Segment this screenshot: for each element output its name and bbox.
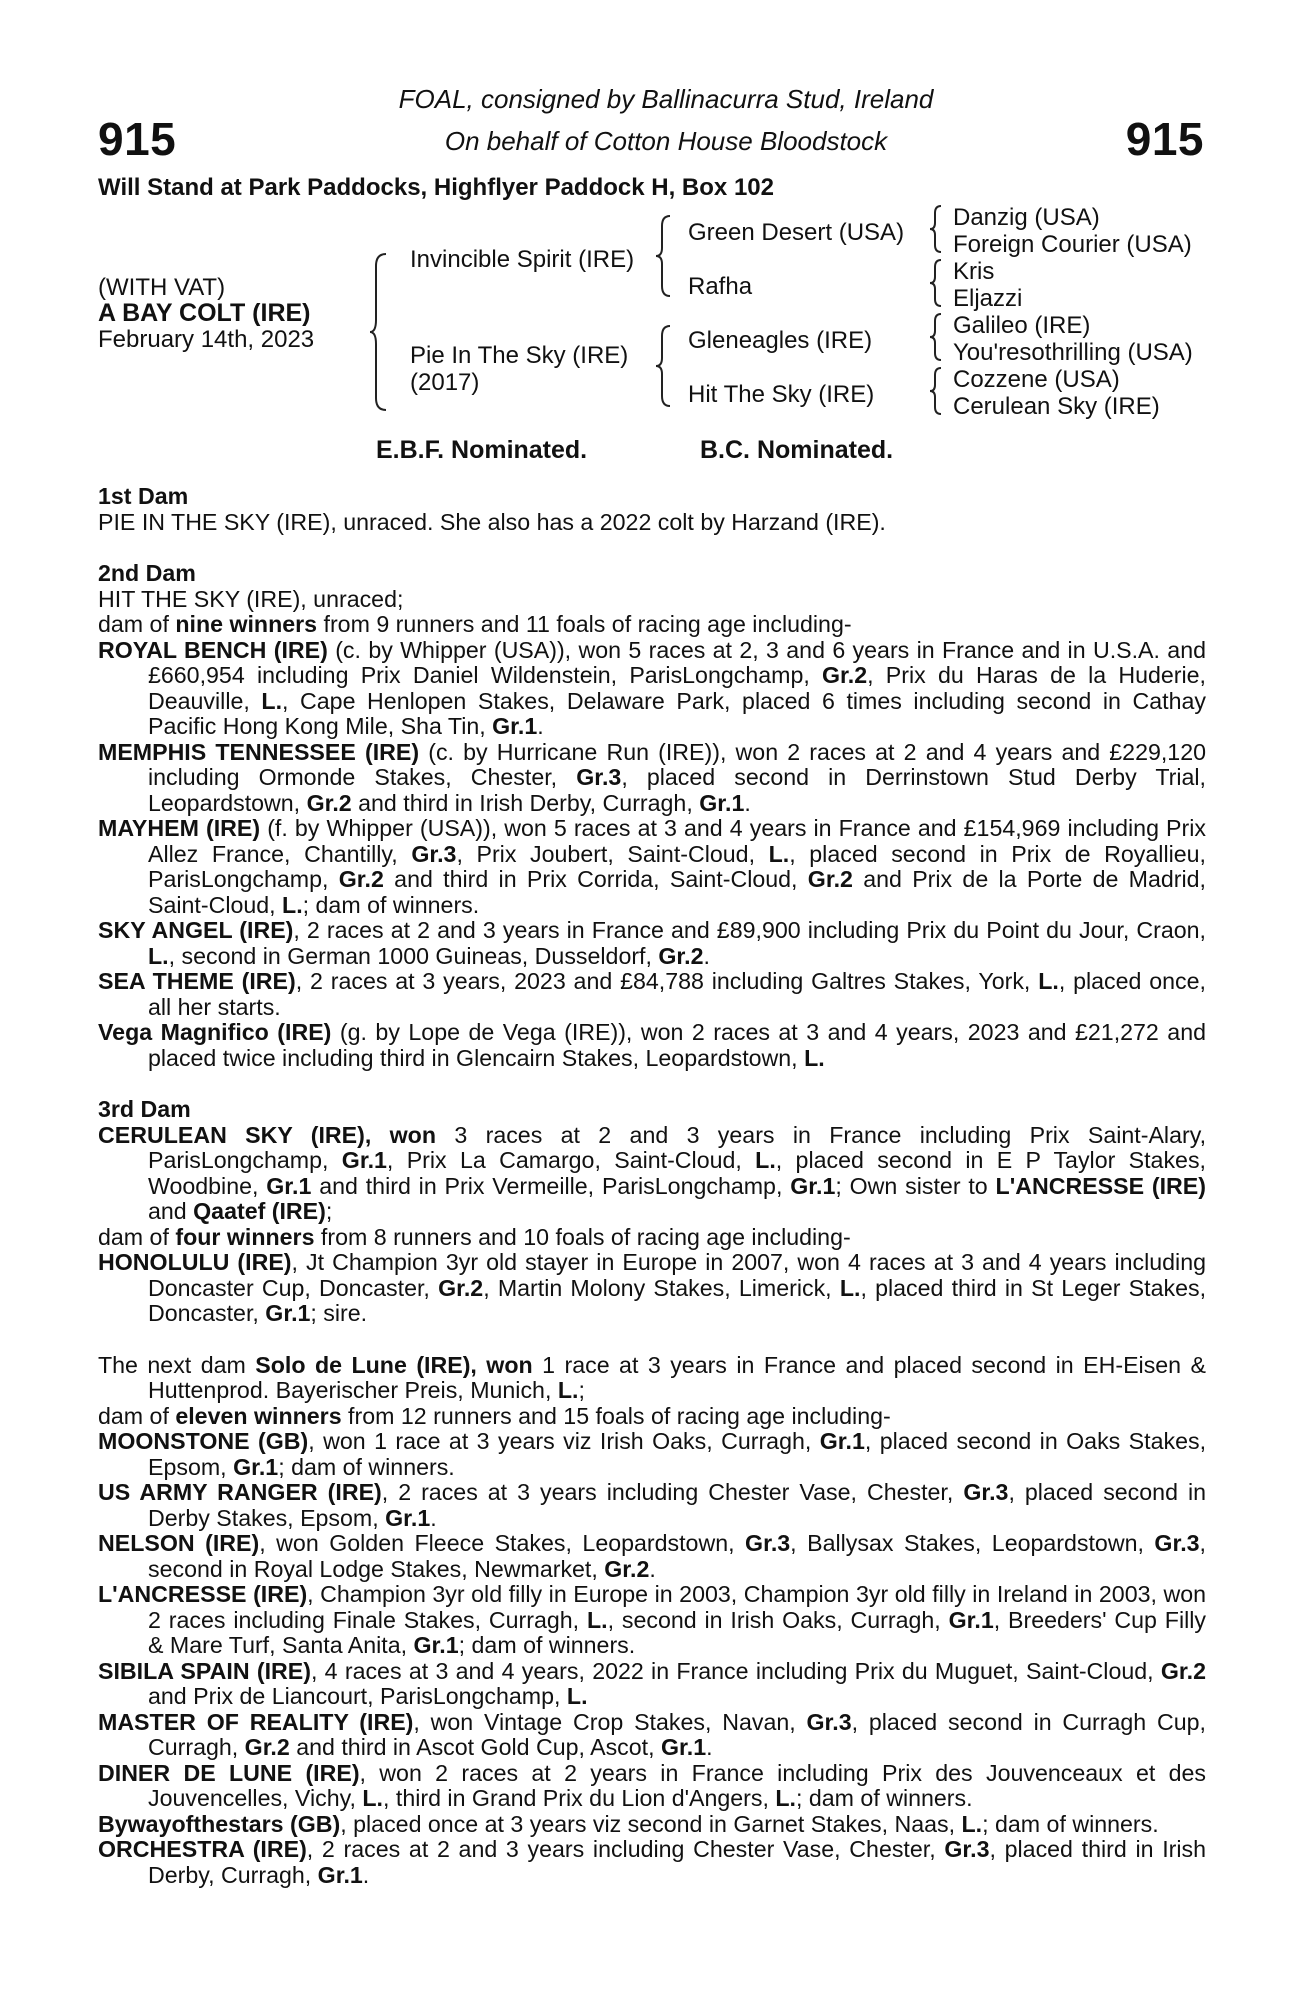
pedigree-brace-gg1 (928, 204, 944, 254)
consignor-behalf-line: On behalf of Cotton House Bloodstock (444, 126, 888, 156)
first-dam-heading: 1st Dam (98, 483, 189, 509)
produce-nelson: NELSON (IRE), won Golden Fleece Stakes, Leopardstown, Gr.3, Ballysax Stakes, Leopardstown, Gr.3, second in Royal Lodge Stakes, Newmarket, Gr.2. (98, 1530, 1206, 1582)
pedigree-brace-gg4 (928, 366, 944, 416)
produce-orchestra: ORCHESTRA (IRE), 2 races at 2 and 3 years including Chester Vase, Chester, Gr.3, placed third in Irish Derby, Curragh, Gr.1. (98, 1836, 1206, 1888)
produce-sky-angel: SKY ANGEL (IRE), 2 races at 2 and 3 years in France and £89,900 including Prix du Point du Jour, Craon, L., second in German 1000 Guineas, Dusseldorf, Gr.2. (98, 917, 1206, 969)
produce-memphis-tennessee: MEMPHIS TENNESSEE (IRE) (c. by Hurricane Run (IRE)), won 2 races at 2 and 4 years and £229,120 including Ormonde Stakes, Chester, Gr.3, placed second in Derrinstown Stud Derby Trial, Leopardstown, Gr.2 and third in Irish Derby, Curragh, Gr.1. (98, 738, 1206, 816)
next-dam-dam-of: dam of eleven winners from 12 runners and 15 foals of racing age including- (98, 1402, 891, 1429)
third-dam-heading: 3rd Dam (98, 1096, 191, 1122)
pedigree-brace-sire (654, 214, 674, 298)
pedigree-dam-dam: Hit The Sky (IRE) (688, 381, 875, 408)
pedigree-sire: Invincible Spirit (IRE) (410, 246, 635, 273)
pedigree-gg-6: You'resothrilling (USA) (953, 339, 1193, 366)
second-dam-line: HIT THE SKY (IRE), unraced; (98, 585, 404, 612)
produce-royal-bench: ROYAL BENCH (IRE) (c. by Whipper (USA)), won 5 races at 2, 3 and 6 years in France and in U.S.A. and £660,954 including Prix Daniel Wildenstein, ParisLongchamp, Gr.2, Prix du Haras de la Huderie, Deauville, L., Cape Henlopen Stakes, Delaware Park, placed 6 times including second in Cathay Pacific Hong Kong Mile, Sha Tin, Gr.1. (98, 636, 1206, 739)
produce-moonstone: MOONSTONE (GB), won 1 race at 3 years viz Irish Oaks, Curragh, Gr.1, placed second in Oaks Stakes, Epsom, Gr.1; dam of winners. (98, 1428, 1207, 1480)
first-dam-text: PIE IN THE SKY (IRE), unraced. She also has a 2022 colt by Harzand (IRE). (98, 508, 886, 535)
consignor-line: FOAL, consigned by Ballinacurra Stud, Ireland (398, 84, 934, 114)
pedigree-gg-3: Kris (953, 258, 995, 285)
pedigree-gg-4: Eljazzi (953, 285, 1023, 312)
produce-diner-de-lune: DINER DE LUNE (IRE), won 2 races at 2 years in France including Prix des Jouvenceaux et des Jouvencelles, Vichy, L., third in Grand Prix du Lion d'Angers, L.; dam of winners. (98, 1759, 1206, 1811)
lot-number-right: 915 (1125, 113, 1204, 165)
pedigree-sire-dam: Rafha (688, 273, 753, 300)
stand-location: Will Stand at Park Paddocks, Highflyer Paddock H, Box 102 (98, 174, 774, 201)
pedigree-brace-gg2 (928, 258, 944, 308)
pedigree-brace-gg3 (928, 312, 944, 362)
pedigree-gg-1: Danzig (USA) (953, 204, 1100, 231)
second-dam-heading: 2nd Dam (98, 560, 196, 586)
produce-bywayofthestars: Bywayofthestars (GB), placed once at 3 years viz second in Garnet Stakes, Naas, L.; dam of winners. (98, 1810, 1159, 1837)
third-dam-text: CERULEAN SKY (IRE), won 3 races at 2 and 3 years in France including Prix Saint-Alary, ParisLongchamp, Gr.1, Prix La Camargo, Saint-Cloud, L., placed second in E P Taylor Stakes, Woodbine, Gr.1 and third in Prix Vermeille, ParisLongchamp, Gr.1; Own sister to L'ANCRESSE (IRE) and Qaatef (IRE); (98, 1121, 1207, 1224)
produce-sea-theme: SEA THEME (IRE), 2 races at 3 years, 2023 and £84,788 including Galtres Stakes, York, L., placed once, all her starts. (98, 968, 1206, 1020)
next-dam-text: The next dam Solo de Lune (IRE), won 1 race at 3 years in France and placed second in EH-Eisen & Huttenprod. Bayerischer Preis, Munich, L.; (98, 1351, 1207, 1403)
second-dam-dam-of: dam of nine winners from 9 runners and 11 foals of racing age including- (98, 611, 852, 637)
produce-vega-magnifico: Vega Magnifico (IRE) (g. by Lope de Vega (IRE)), won 2 races at 3 and 4 years, 2023 and £21,272 and placed twice including third in Glencairn Stakes, Leopardstown, L. (98, 1019, 1206, 1071)
pedigree-brace-main (368, 252, 392, 412)
pedigree-gg-5: Galileo (IRE) (953, 312, 1091, 339)
pedigree-dam: Pie In The Sky (IRE) (410, 342, 629, 369)
horse-dob: February 14th, 2023 (98, 326, 315, 353)
pedigree-gg-7: Cozzene (USA) (953, 366, 1120, 393)
produce-us-army-ranger: US ARMY RANGER (IRE), 2 races at 3 years including Chester Vase, Chester, Gr.3, placed second in Derby Stakes, Epsom, Gr.1. (98, 1479, 1207, 1531)
vat-label: (WITH VAT) (98, 274, 226, 301)
pedigree-brace-dam (654, 324, 674, 408)
catalogue-body (98, 484, 1206, 1888)
horse-name: A BAY COLT (IRE) (98, 299, 311, 327)
bc-nominated: B.C. Nominated. (700, 436, 894, 464)
produce-lancresse: L'ANCRESSE (IRE), Champion 3yr old filly in Europe in 2003, Champion 3yr old filly in Ireland in 2003, won 2 races including Finale Stakes, Curragh, L., second in Irish Oaks, Curragh, Gr.1, Breeders' Cup Filly & Mare Turf, Santa Anita, Gr.1; dam of winners. (98, 1581, 1207, 1658)
produce-honolulu: HONOLULU (IRE), Jt Champion 3yr old stayer in Europe in 2007, won 4 races at 3 and 4 years including Doncaster Cup, Doncaster, Gr.2, Martin Molony Stakes, Limerick, L., placed third in St Leger Stakes, Doncaster, Gr.1; sire. (98, 1249, 1207, 1326)
third-dam-dam-of: dam of four winners from 8 runners and 10 foals of racing age including- (98, 1223, 851, 1250)
pedigree-gg-2: Foreign Courier (USA) (953, 231, 1192, 258)
pedigree-gg-8: Cerulean Sky (IRE) (953, 393, 1160, 420)
pedigree-dam-sire: Gleneagles (IRE) (688, 327, 873, 354)
pedigree-dam-year: (2017) (410, 369, 480, 396)
produce-master-of-reality: MASTER OF REALITY (IRE), won Vintage Crop Stakes, Navan, Gr.3, placed second in Curragh Cup, Curragh, Gr.2 and third in Ascot Gold Cup, Ascot, Gr.1. (98, 1708, 1206, 1760)
produce-sibila-spain: SIBILA SPAIN (IRE), 4 races at 3 and 4 years, 2022 in France including Prix du Muguet, Saint-Cloud, Gr.2 and Prix de Liancourt, ParisLongchamp, L. (98, 1657, 1206, 1709)
pedigree-sire-sire: Green Desert (USA) (688, 219, 905, 246)
lot-number-left: 915 (98, 113, 177, 165)
ebf-nominated: E.B.F. Nominated. (376, 436, 588, 464)
produce-mayhem: MAYHEM (IRE) (f. by Whipper (USA)), won 5 races at 3 and 4 years in France and £154,969 including Prix Allez France, Chantilly, Gr.3, Prix Joubert, Saint-Cloud, L., placed second in Prix de Royallieu, ParisLongchamp, Gr.2 and third in Prix Corrida, Saint-Cloud, Gr.2 and Prix de la Porte de Madrid, Saint-Cloud, L.; dam of winners. (98, 815, 1206, 918)
